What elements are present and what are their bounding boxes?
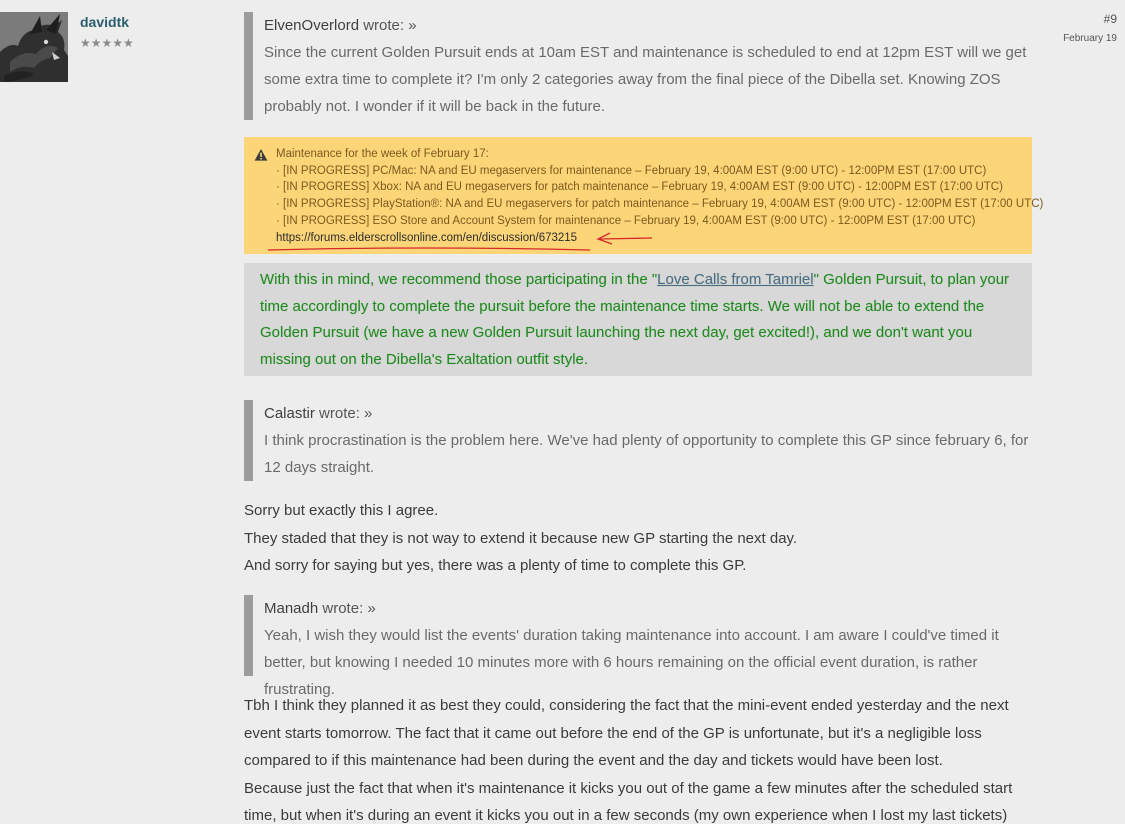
announcement-text-before: With this in mind, we recommend those participating in the " bbox=[260, 271, 658, 288]
post-number-link[interactable]: #9 bbox=[1103, 12, 1117, 26]
quote-text: Since the current Golden Pursuit ends at 10am EST and maintenance is scheduled to end at 12pm EST will we get some extra time to complete it? I'm only 2 categories away from the final piece of the Dibella set. Knowing ZOS probably not. I wonder if it will be back in the future. bbox=[264, 44, 1027, 115]
quote-block bbox=[244, 400, 1043, 481]
notice-title: Maintenance for the week of February 17: bbox=[276, 148, 489, 160]
notice-item: · [IN PROGRESS] Xbox: NA and EU megaservers for patch maintenance – February 19, 4:00AM EST (9:00 UTC) - 12:00PM EST (17:00 UTC) bbox=[276, 181, 1003, 194]
reply-paragraph bbox=[244, 692, 1034, 824]
notice-link: https://forums.elderscrollsonline.com/en/discussion/673215 bbox=[276, 231, 578, 244]
notice-item: · [IN PROGRESS] PC/Mac: NA and EU megaservers for maintenance – February 19, 4:00AM EST (9:00 UTC) - 12:00PM EST (17:00 UTC) bbox=[276, 164, 987, 177]
love-calls-link[interactable]: Love Calls from Tamriel bbox=[657, 271, 814, 288]
quote-text: I think procrastination is the problem here. We've had plenty of opportunity to complete this GP since february 6, for 12 days straight. bbox=[264, 432, 1029, 476]
author-rank-stars: ★★★★★ bbox=[80, 36, 134, 50]
author-name-link[interactable]: davidtk bbox=[80, 14, 130, 30]
quote-text: Yeah, I wish they would list the events' duration taking maintenance into account. I am aware I could've timed it better, but knowing I needed 10 minutes more with 6 hours remaining on the official event duration, is rather frustrating. bbox=[264, 627, 999, 698]
notice-item: · [IN PROGRESS] PlayStation®: NA and EU megaservers for patch maintenance – February 19, 4:00AM EST (9:00 UTC) - 12:00PM EST (17:00 UTC) bbox=[276, 198, 1044, 211]
reply-line: They staded that they is not way to extend it because new GP starting the next day. bbox=[244, 529, 798, 547]
reply-line: Sorry but exactly this I agree. bbox=[244, 502, 439, 519]
quote-wrote-link[interactable]: wrote: » bbox=[319, 405, 373, 422]
quote-wrote-link[interactable]: wrote: » bbox=[363, 17, 417, 34]
reply-text: Tbh I think they planned it as best they could, considering the fact that the mini-event ended yesterday and the next event starts tomorrow. The fact that it came out before the end of the GP is unfortunate, but it's a negligible loss compared to if this maintenance had been during the event and the day and tickets would have been lost. bbox=[244, 697, 1009, 769]
quote-block bbox=[244, 12, 1043, 120]
dragon-avatar-image bbox=[0, 12, 68, 82]
announcement-text-after: " Golden Pursuit, to plan your time accordingly to complete the pursuit before the maintenance time starts. We will not be able to extend the Golden Pursuit (we have a new Golden Pursuit launching the next day, get excited!), and we don't want you missing out on the Dibella's Exaltation outfit style. bbox=[260, 271, 1010, 368]
quote-author-link[interactable]: Calastir bbox=[264, 405, 315, 422]
warning-icon bbox=[254, 148, 268, 162]
quote-header bbox=[264, 12, 1043, 39]
quote-header bbox=[264, 400, 1043, 427]
post-date[interactable]: February 19 bbox=[1063, 33, 1117, 44]
reply-line: And sorry for saying but yes, there was a plenty of time to complete this GP. bbox=[244, 557, 747, 574]
maintenance-notice-image bbox=[244, 137, 1044, 254]
quote-block bbox=[244, 595, 1043, 698]
notice-lines bbox=[276, 146, 1043, 246]
notice-item: · [IN PROGRESS] ESO Store and Account System for maintenance – February 19, 4:00AM EST (9:00 UTC) - 12:00PM EST (17:00 UTC) bbox=[276, 214, 976, 227]
quote-author-link[interactable]: Manadh bbox=[264, 600, 319, 617]
staff-announcement bbox=[244, 263, 1032, 376]
reply-text: Because just the fact that when it's maintenance it kicks you out of the game a few minutes after the scheduled start time, but when it's during an event it kicks you out in a few seconds (my own experience when I lost my last tickets) bbox=[244, 779, 1013, 824]
avatar[interactable] bbox=[0, 12, 68, 82]
quote-header bbox=[264, 595, 1043, 622]
quote-author-link[interactable]: ElvenOverlord bbox=[264, 17, 360, 34]
quote-wrote-link[interactable]: wrote: » bbox=[322, 600, 376, 617]
reply-paragraph bbox=[244, 497, 1034, 580]
